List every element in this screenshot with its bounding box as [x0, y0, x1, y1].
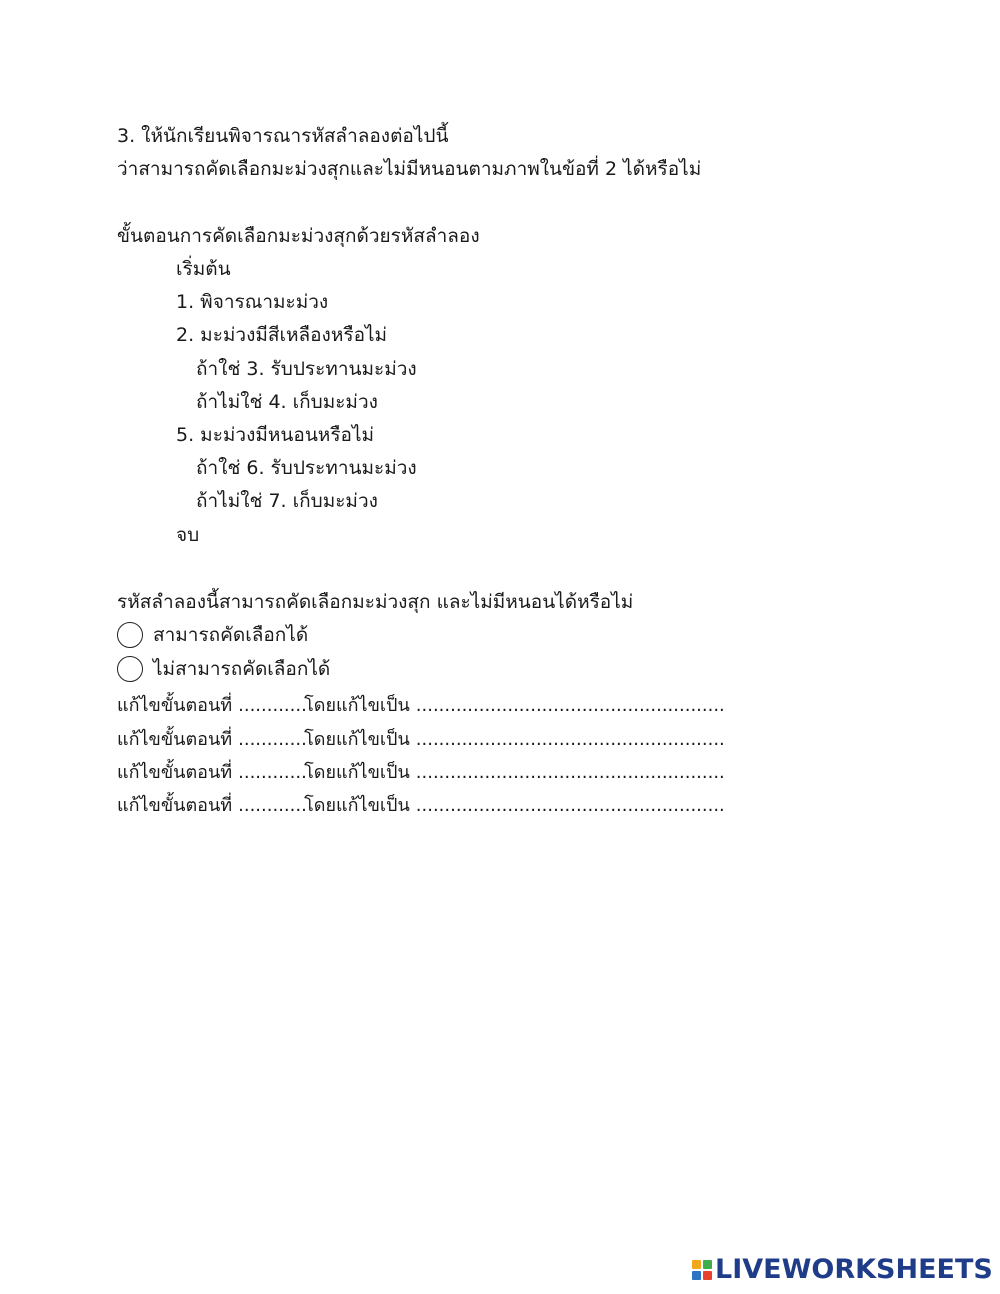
fix-value-input[interactable]: ......................................................: [415, 795, 725, 816]
logo-block: [703, 1260, 712, 1269]
fix-row-3: [117, 760, 725, 786]
fix-value-input[interactable]: ......................................................: [415, 729, 725, 750]
logo-text: LIVEWORKSHEETS: [715, 1254, 993, 1285]
question-title: 3. ให้นักเรียนพิจารณารหัสลำลองต่อไปนี้: [117, 125, 449, 147]
logo-block: [692, 1271, 701, 1280]
answer-prompt: รหัสลำลองนี้สามารถคัดเลือกมะม่วงสุก และไม่มีหนอนได้หรือไม่: [117, 591, 634, 613]
fix-label: โดยแก้ไขเป็น: [304, 762, 410, 783]
fix-step-label: แก้ไขขั้นตอนที่: [117, 729, 233, 750]
fix-label: โดยแก้ไขเป็น: [304, 729, 410, 750]
fix-row-2: [117, 727, 725, 753]
step-2: 2. มะม่วงมีสีเหลืองหรือไม่: [176, 324, 388, 346]
step-7: ถ้าไม่ใช่ 7. เก็บมะม่วง: [196, 490, 378, 512]
logo-blocks-icon: [692, 1260, 712, 1280]
fix-step-label: แก้ไขขั้นตอนที่: [117, 795, 233, 816]
procedure-heading: ขั้นตอนการคัดเลือกมะม่วงสุกด้วยรหัสลำลอง: [117, 225, 480, 247]
step-start: เริ่มต้น: [176, 258, 231, 280]
fix-step-label: แก้ไขขั้นตอนที่: [117, 695, 233, 716]
logo-block: [692, 1260, 701, 1269]
radio-button-can[interactable]: [117, 622, 143, 648]
fix-row-1: [117, 693, 725, 719]
fix-value-input[interactable]: ......................................................: [415, 695, 725, 716]
fix-step-input[interactable]: ............: [238, 795, 307, 816]
option-cannot-select[interactable]: [117, 656, 330, 682]
fix-step-input[interactable]: ............: [238, 762, 307, 783]
liveworksheets-logo: [692, 1254, 993, 1285]
step-1: 1. พิจารณามะม่วง: [176, 291, 329, 313]
fix-label: โดยแก้ไขเป็น: [304, 695, 410, 716]
logo-block: [703, 1271, 712, 1280]
step-end: จบ: [176, 524, 200, 546]
fix-value-input[interactable]: ......................................................: [415, 762, 725, 783]
fix-row-4: [117, 793, 725, 819]
step-3: ถ้าใช่ 3. รับประทานมะม่วง: [196, 358, 417, 380]
option-cannot-label: ไม่สามารถคัดเลือกได้: [153, 658, 331, 680]
step-4: ถ้าไม่ใช่ 4. เก็บมะม่วง: [196, 391, 378, 413]
fix-step-input[interactable]: ............: [238, 729, 307, 750]
option-can-select[interactable]: [117, 622, 308, 648]
radio-button-cannot[interactable]: [117, 656, 143, 682]
fix-step-input[interactable]: ............: [238, 695, 307, 716]
fix-label: โดยแก้ไขเป็น: [304, 795, 410, 816]
question-subtitle: ว่าสามารถคัดเลือกมะม่วงสุกและไม่มีหนอนตามภาพในข้อที่ 2 ได้หรือไม่: [117, 158, 702, 180]
step-5: 5. มะม่วงมีหนอนหรือไม่: [176, 424, 375, 446]
fix-step-label: แก้ไขขั้นตอนที่: [117, 762, 233, 783]
step-6: ถ้าใช่ 6. รับประทานมะม่วง: [196, 457, 417, 479]
option-can-label: สามารถคัดเลือกได้: [153, 624, 309, 646]
